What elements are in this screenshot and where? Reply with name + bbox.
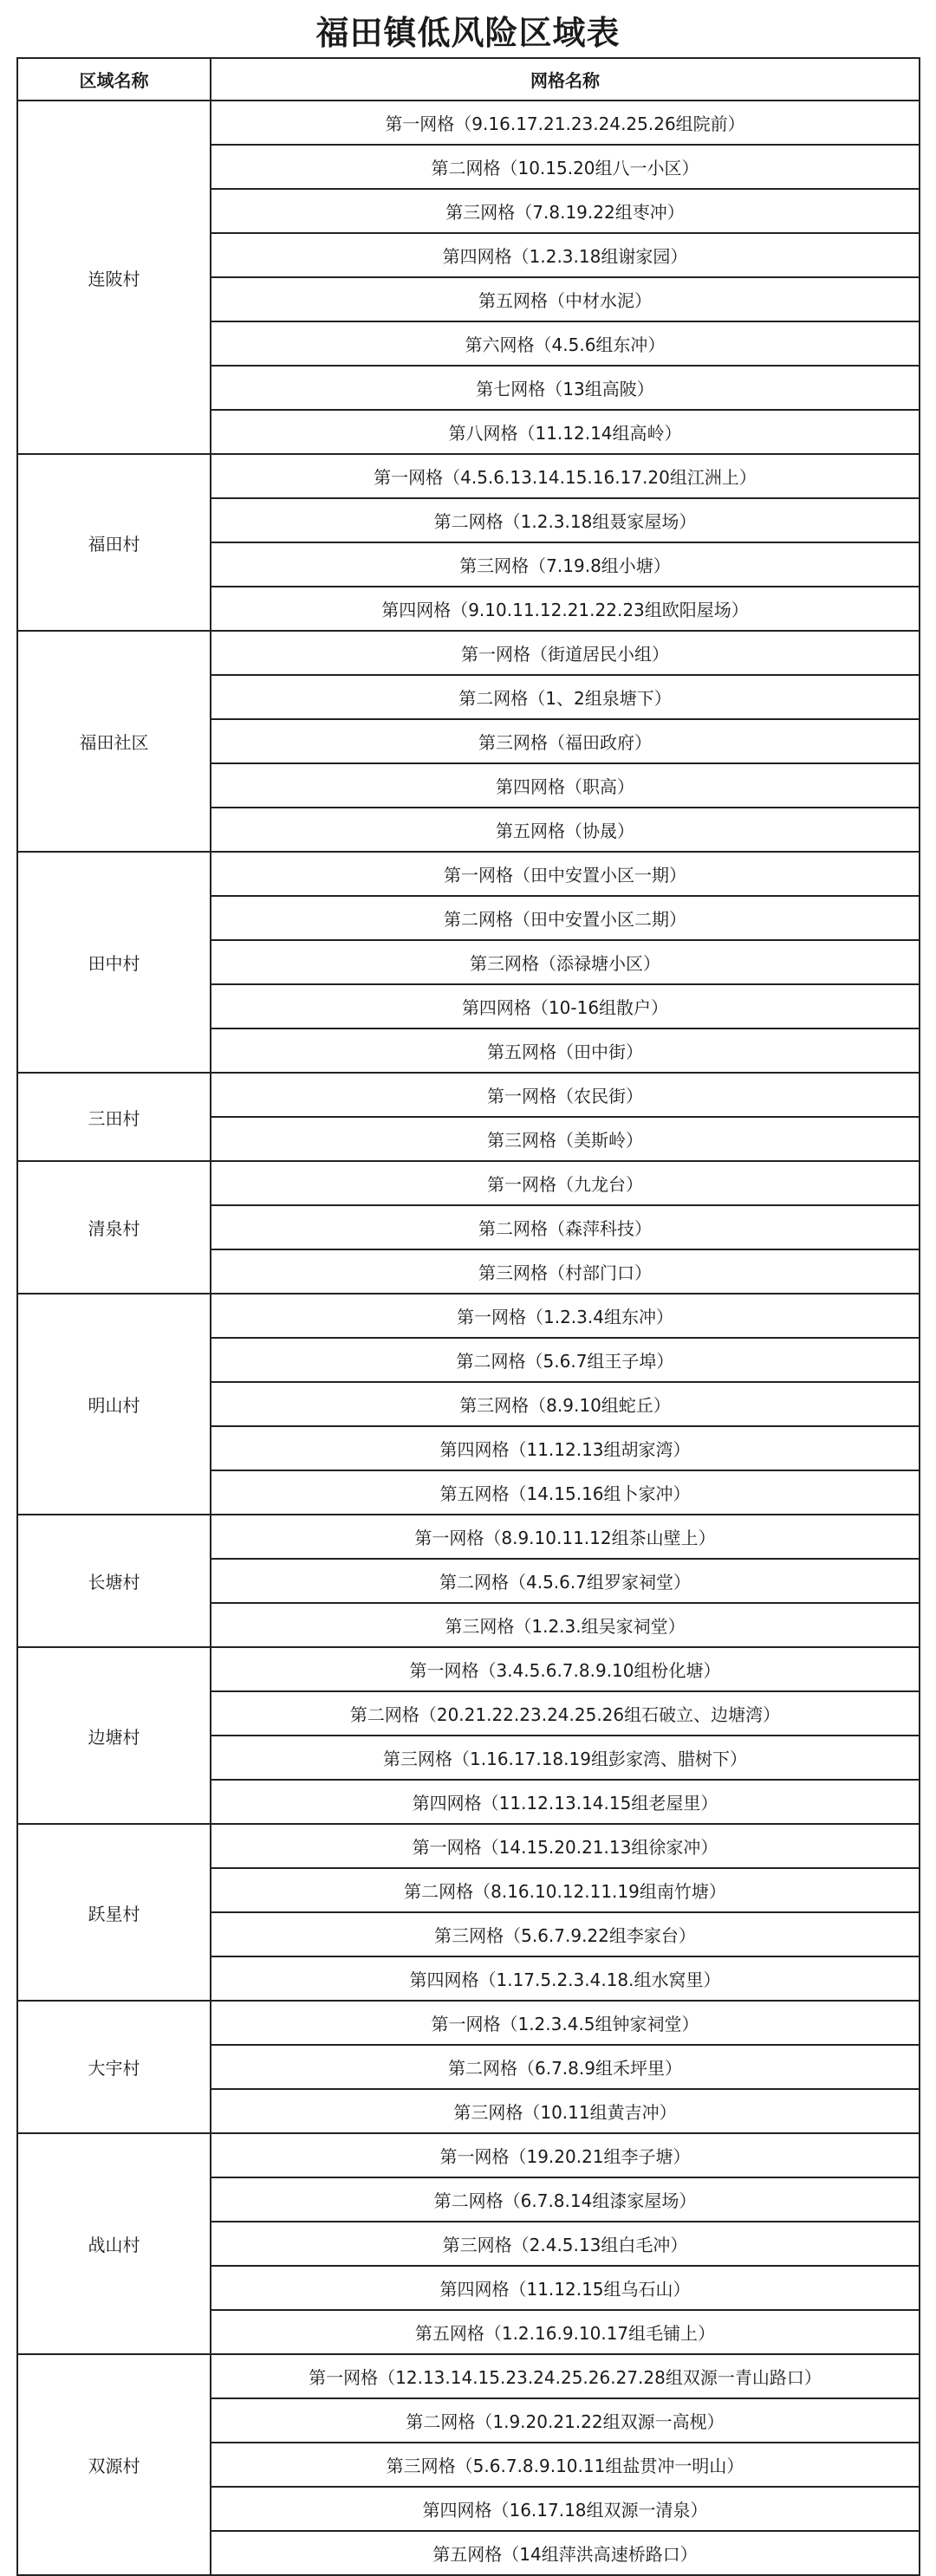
area-name-cell: 连陂村 (17, 101, 211, 454)
grid-name-cell: 第三网格（10.11组黄吉冲） (211, 2089, 920, 2133)
table-row (17, 101, 920, 145)
area-name-cell: 福田村 (17, 454, 211, 631)
grid-name-cell: 第一网格（九龙台） (211, 1161, 920, 1205)
table-row (17, 454, 920, 498)
grid-name-cell: 第四网格（1.2.3.18组谢家园） (211, 233, 920, 277)
grid-name-cell: 第三网格（1.2.3.组吴家祠堂） (211, 1603, 920, 1647)
table-row (17, 1161, 920, 1205)
low-risk-area-table (16, 57, 920, 2576)
grid-name-cell: 第五网格（14组萍洪高速桥路口） (211, 2531, 920, 2575)
header-grid-name: 网格名称 (211, 58, 920, 101)
grid-name-cell: 第二网格（6.7.8.14组漆家屋场） (211, 2177, 920, 2222)
table-row (17, 1824, 920, 1868)
grid-name-cell: 第五网格（协晟） (211, 808, 920, 852)
grid-name-cell: 第一网格（街道居民小组） (211, 631, 920, 675)
table-row (17, 852, 920, 896)
area-name-cell: 三田村 (17, 1073, 211, 1161)
table-row (17, 2001, 920, 2045)
grid-name-cell: 第三网格（村部门口） (211, 1249, 920, 1294)
grid-name-cell: 第六网格（4.5.6组东冲） (211, 321, 920, 366)
table-row (17, 2354, 920, 2398)
grid-name-cell: 第二网格（1、2组泉塘下） (211, 675, 920, 719)
grid-name-cell: 第一网格（1.2.3.4组东冲） (211, 1294, 920, 1338)
table-title: 福田镇低风险区域表 (315, 14, 621, 52)
grid-name-cell: 第三网格（2.4.5.13组白毛冲） (211, 2222, 920, 2266)
grid-name-cell: 第七网格（13组高陂） (211, 366, 920, 410)
grid-name-cell: 第二网格（5.6.7组王子埠） (211, 1338, 920, 1382)
grid-name-cell: 第一网格（3.4.5.6.7.8.9.10组枌化塘） (211, 1647, 920, 1691)
grid-name-cell: 第四网格（11.12.15组乌石山） (211, 2266, 920, 2310)
grid-name-cell: 第四网格（11.12.13组胡家湾） (211, 1426, 920, 1470)
area-name-cell: 长塘村 (17, 1515, 211, 1647)
grid-name-cell: 第三网格（7.8.19.22组枣冲） (211, 189, 920, 233)
grid-name-cell: 第二网格（田中安置小区二期） (211, 896, 920, 940)
table-row (17, 1515, 920, 1559)
table-row (17, 1647, 920, 1691)
area-name-cell: 边塘村 (17, 1647, 211, 1824)
grid-name-cell: 第三网格（1.16.17.18.19组彭家湾、腊树下） (211, 1736, 920, 1780)
grid-name-cell: 第二网格（4.5.6.7组罗家祠堂） (211, 1559, 920, 1603)
grid-name-cell: 第八网格（11.12.14组高岭） (211, 410, 920, 454)
grid-name-cell: 第二网格（森萍科技） (211, 1205, 920, 1249)
grid-name-cell: 第二网格（1.9.20.21.22组双源一高枧） (211, 2398, 920, 2443)
grid-name-cell: 第四网格（1.17.5.2.3.4.18.组水窝里） (211, 1956, 920, 2001)
grid-name-cell: 第一网格（1.2.3.4.5组钟家祠堂） (211, 2001, 920, 2045)
area-name-cell: 战山村 (17, 2133, 211, 2354)
grid-name-cell: 第四网格（10-16组散户） (211, 984, 920, 1028)
grid-name-cell: 第四网格（11.12.13.14.15组老屋里） (211, 1780, 920, 1824)
area-name-cell: 双源村 (17, 2354, 211, 2575)
grid-name-cell: 第一网格（农民街） (211, 1073, 920, 1117)
grid-name-cell: 第三网格（添禄塘小区） (211, 940, 920, 984)
grid-name-cell: 第三网格（福田政府） (211, 719, 920, 763)
table-row (17, 1294, 920, 1338)
grid-name-cell: 第一网格（8.9.10.11.12组茶山壁上） (211, 1515, 920, 1559)
area-name-cell: 清泉村 (17, 1161, 211, 1294)
grid-name-cell: 第三网格（7.19.8组小塘） (211, 542, 920, 587)
grid-name-cell: 第五网格（中材水泥） (211, 277, 920, 321)
grid-name-cell: 第四网格（职高） (211, 763, 920, 808)
table-row (17, 2133, 920, 2177)
area-name-cell: 跃星村 (17, 1824, 211, 2001)
grid-name-cell: 第三网格（5.6.7.9.22组李家台） (211, 1912, 920, 1956)
header-area-name: 区域名称 (17, 58, 211, 101)
grid-name-cell: 第三网格（美斯岭） (211, 1117, 920, 1161)
grid-name-cell: 第一网格（田中安置小区一期） (211, 852, 920, 896)
area-name-cell: 大宇村 (17, 2001, 211, 2133)
grid-name-cell: 第五网格（14.15.16组卜家冲） (211, 1470, 920, 1515)
grid-name-cell: 第五网格（田中街） (211, 1028, 920, 1073)
grid-name-cell: 第二网格（20.21.22.23.24.25.26组石破立、边塘湾） (211, 1691, 920, 1736)
grid-name-cell: 第五网格（1.2.16.9.10.17组毛铺上） (211, 2310, 920, 2354)
header-row (17, 58, 920, 101)
grid-name-cell: 第二网格（10.15.20组八一小区） (211, 145, 920, 189)
grid-name-cell: 第二网格（8.16.10.12.11.19组南竹塘） (211, 1868, 920, 1912)
grid-name-cell: 第四网格（16.17.18组双源一清泉） (211, 2487, 920, 2531)
grid-name-cell: 第一网格（9.16.17.21.23.24.25.26组院前） (211, 101, 920, 145)
area-name-cell: 田中村 (17, 852, 211, 1073)
grid-name-cell: 第三网格（8.9.10组蛇丘） (211, 1382, 920, 1426)
table-row (17, 631, 920, 675)
grid-name-cell: 第一网格（12.13.14.15.23.24.25.26.27.28组双源一青山路口） (211, 2354, 920, 2398)
table-body (17, 101, 920, 2575)
table-row (17, 1073, 920, 1117)
grid-name-cell: 第一网格（14.15.20.21.13组徐家冲） (211, 1824, 920, 1868)
grid-name-cell: 第三网格（5.6.7.8.9.10.11组盐贯冲一明山） (211, 2443, 920, 2487)
grid-name-cell: 第四网格（9.10.11.12.21.22.23组欧阳屋场） (211, 587, 920, 631)
area-name-cell: 明山村 (17, 1294, 211, 1515)
grid-name-cell: 第一网格（19.20.21组李子塘） (211, 2133, 920, 2177)
area-name-cell: 福田社区 (17, 631, 211, 852)
grid-name-cell: 第二网格（6.7.8.9组禾坪里） (211, 2045, 920, 2089)
grid-name-cell: 第二网格（1.2.3.18组聂家屋场） (211, 498, 920, 542)
grid-name-cell: 第一网格（4.5.6.13.14.15.16.17.20组江洲上） (211, 454, 920, 498)
